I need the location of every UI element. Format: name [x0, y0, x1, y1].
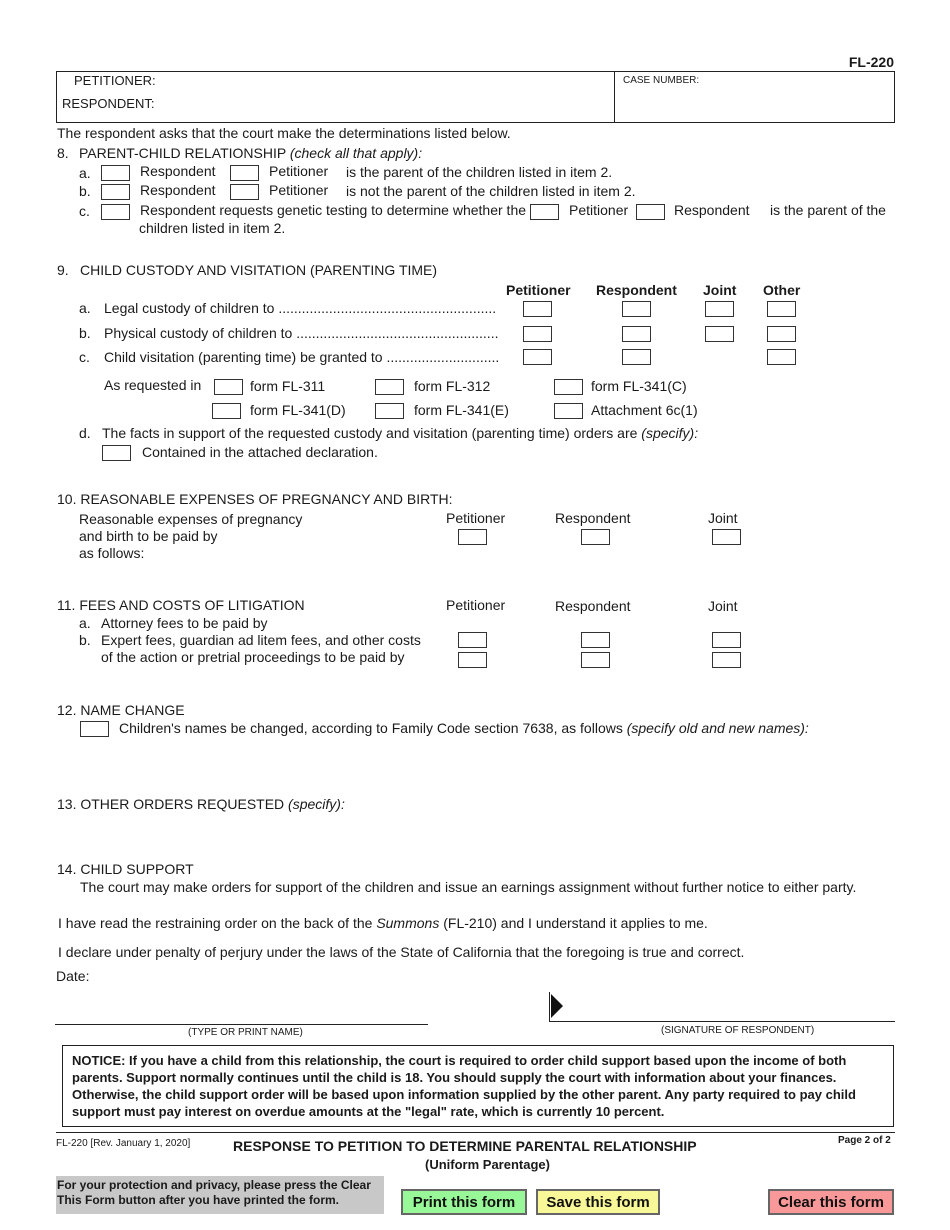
form-fl312-checkbox[interactable]: [375, 379, 404, 395]
item8b-text: is not the parent of the children listed in item 2.: [346, 183, 636, 199]
attachment-6c1-checkbox[interactable]: [554, 403, 583, 419]
item9-title: CHILD CUSTODY AND VISITATION (PARENTING TIME): [80, 262, 438, 278]
item11a-text: Attorney fees to be paid by: [101, 615, 268, 631]
item9a-letter: a.: [79, 300, 91, 316]
page-number: Page 2 of 2: [838, 1135, 891, 1146]
item9b-petitioner-checkbox[interactable]: [523, 326, 552, 342]
form-fl311-label: form FL-311: [250, 378, 326, 394]
item8c-text2: is the parent of the: [770, 202, 886, 218]
item11-col-joint: Joint: [708, 598, 738, 614]
item9b-text: Physical custody of children to ....................................................: [104, 325, 499, 341]
item8b-petitioner-label: Petitioner: [269, 182, 329, 198]
item10-col-joint: Joint: [708, 510, 738, 526]
item9-col-respondent: Respondent: [596, 282, 677, 298]
form-fl341e-checkbox[interactable]: [375, 403, 404, 419]
item8c-respondent-label: Respondent: [674, 202, 750, 218]
item10-respondent-checkbox[interactable]: [581, 529, 610, 545]
item11b-letter: b.: [79, 632, 91, 648]
caption-box: [56, 71, 895, 123]
item9b-other-checkbox[interactable]: [767, 326, 796, 342]
item8b-respondent-checkbox[interactable]: [101, 184, 130, 200]
item8c-letter: c.: [79, 203, 90, 219]
intro-text: The respondent asks that the court make the determinations listed below.: [57, 125, 511, 141]
item14-text: The court may make orders for support of the children and issue an earnings assignment without further notice to either party.: [80, 879, 857, 895]
item8c-text3: children listed in item 2.: [139, 220, 286, 236]
petitioner-label: PETITIONER:: [74, 73, 156, 88]
item9-col-petitioner: Petitioner: [506, 282, 571, 298]
item11a-joint-checkbox[interactable]: [712, 632, 741, 648]
item13-title: 13. OTHER ORDERS REQUESTED (specify):: [57, 796, 345, 812]
perjury-statement: I declare under penalty of perjury under the laws of the State of California that the foregoing is true and correct.: [58, 944, 745, 960]
item8b-petitioner-checkbox[interactable]: [230, 184, 259, 200]
item8a-petitioner-label: Petitioner: [269, 163, 329, 179]
notice-box: [62, 1045, 894, 1127]
item8a-letter: a.: [79, 165, 91, 181]
form-revision: FL-220 [Rev. January 1, 2020]: [56, 1138, 191, 1149]
item12-title: 12. NAME CHANGE: [57, 702, 185, 718]
item9b-joint-checkbox[interactable]: [705, 326, 734, 342]
item11b-joint-checkbox[interactable]: [712, 652, 741, 668]
form-fl341c-checkbox[interactable]: [554, 379, 583, 395]
signature-label: (SIGNATURE OF RESPONDENT): [661, 1025, 815, 1036]
item11-title: 11. FEES AND COSTS OF LITIGATION: [57, 597, 305, 613]
item10-col-petitioner: Petitioner: [446, 510, 506, 526]
item11a-letter: a.: [79, 615, 91, 631]
item8c-respondent-checkbox[interactable]: [636, 204, 665, 220]
item10-joint-checkbox[interactable]: [712, 529, 741, 545]
item12-text: Children's names be changed, according to Family Code section 7638, as follows (specify old and new names):: [119, 720, 809, 736]
item8c-text: Respondent requests genetic testing to determine whether the: [140, 202, 527, 218]
privacy-line1: For your protection and privacy, please press the Clear: [57, 1178, 371, 1192]
privacy-note: [56, 1176, 384, 1214]
item9c-letter: c.: [79, 349, 90, 365]
item9d-letter: d.: [79, 425, 91, 441]
item8c-checkbox[interactable]: [101, 204, 130, 220]
date-label: Date:: [56, 968, 90, 984]
item12-name-change-checkbox[interactable]: [80, 721, 109, 737]
item9b-respondent-checkbox[interactable]: [622, 326, 651, 342]
item9c-other-checkbox[interactable]: [767, 349, 796, 365]
item8b-respondent-label: Respondent: [140, 182, 216, 198]
item9-number: 9.: [57, 262, 69, 278]
privacy-line2: This Form button after you have printed the form.: [57, 1193, 340, 1207]
item10-line1: Reasonable expenses of pregnancy: [79, 511, 303, 527]
item9b-letter: b.: [79, 325, 91, 341]
notice-text: NOTICE: If you have a child from this relationship, the court is required to order child support based upon the income of both parents. Support normally continues until the child is 18. You should supply the court with information about your finances. Otherwise, the child support order will be based upon information supplied by the other parent. Any party required to pay child support must pay interest on overdue amounts at the "legal" rate, which is currently 10 percent.: [72, 1053, 856, 1119]
item9a-respondent-checkbox[interactable]: [622, 301, 651, 317]
form-subtitle: (Uniform Parentage): [425, 1157, 550, 1172]
item11b-respondent-checkbox[interactable]: [581, 652, 610, 668]
attachment-6c1-label: Attachment 6c(1): [591, 402, 698, 418]
item9c-respondent-checkbox[interactable]: [622, 349, 651, 365]
item8a-respondent-label: Respondent: [140, 163, 216, 179]
item8c-petitioner-checkbox[interactable]: [530, 204, 559, 220]
print-button[interactable]: Print this form: [401, 1189, 527, 1215]
item9a-petitioner-checkbox[interactable]: [523, 301, 552, 317]
signature-arrow-icon: [549, 992, 565, 1022]
form-title: RESPONSE TO PETITION TO DETERMINE PARENTAL RELATIONSHIP: [233, 1138, 697, 1154]
item10-line2: and birth to be paid by: [79, 528, 218, 544]
item11a-petitioner-checkbox[interactable]: [458, 632, 487, 648]
item11-col-petitioner: Petitioner: [446, 597, 506, 613]
item9d-declaration-checkbox[interactable]: [102, 445, 131, 461]
item11b-text: Expert fees, guardian ad litem fees, and other costs: [101, 632, 421, 648]
item9d-text: The facts in support of the requested custody and visitation (parenting time) orders are (specify):: [102, 425, 699, 441]
item11-col-respondent: Respondent: [555, 598, 631, 614]
form-fl312-label: form FL-312: [414, 378, 491, 394]
item10-title: 10. REASONABLE EXPENSES OF PREGNANCY AND BIRTH:: [57, 491, 453, 507]
item9d-declaration-label: Contained in the attached declaration.: [142, 444, 378, 460]
item10-petitioner-checkbox[interactable]: [458, 529, 487, 545]
item8-number: 8.: [57, 145, 69, 161]
restraining-order-statement: I have read the restraining order on the back of the Summons (FL-210) and I understand it applies to me.: [58, 915, 708, 931]
item9a-other-checkbox[interactable]: [767, 301, 796, 317]
form-id: FL-220: [848, 54, 894, 70]
item10-line3: as follows:: [79, 545, 145, 561]
item9a-joint-checkbox[interactable]: [705, 301, 734, 317]
respondent-label: RESPONDENT:: [62, 96, 155, 111]
type-name-label: (TYPE OR PRINT NAME): [188, 1027, 303, 1038]
item11a-respondent-checkbox[interactable]: [581, 632, 610, 648]
item8a-text: is the parent of the children listed in item 2.: [346, 164, 613, 180]
form-fl341d-checkbox[interactable]: [212, 403, 241, 419]
item8c-petitioner-label: Petitioner: [569, 202, 629, 218]
item11b-petitioner-checkbox[interactable]: [458, 652, 487, 668]
item8-title: PARENT-CHILD RELATIONSHIP (check all that apply):: [79, 145, 423, 161]
item14-title: 14. CHILD SUPPORT: [57, 861, 194, 877]
as-requested-label: As requested in: [104, 377, 202, 393]
form-fl341d-label: form FL-341(D): [250, 402, 346, 418]
item11b-text2: of the action or pretrial proceedings to be paid by: [101, 649, 405, 665]
item9-col-joint: Joint: [703, 282, 737, 298]
item8b-letter: b.: [79, 183, 91, 199]
signature-line: [549, 1021, 895, 1022]
item9c-text: Child visitation (parenting time) be granted to .............................: [104, 349, 500, 365]
case-number-label: CASE NUMBER:: [623, 75, 700, 86]
clear-button[interactable]: Clear this form: [768, 1189, 894, 1215]
name-line: [55, 1024, 428, 1025]
item9-col-other: Other: [763, 282, 801, 298]
save-button[interactable]: Save this form: [536, 1189, 660, 1215]
item9a-text: Legal custody of children to ........................................................: [104, 300, 497, 316]
item8a-respondent-checkbox[interactable]: [101, 165, 130, 181]
form-fl341c-label: form FL-341(C): [591, 378, 687, 394]
item10-col-respondent: Respondent: [555, 510, 631, 526]
item9c-petitioner-checkbox[interactable]: [523, 349, 552, 365]
item8a-petitioner-checkbox[interactable]: [230, 165, 259, 181]
form-fl311-checkbox[interactable]: [214, 379, 243, 395]
form-fl341e-label: form FL-341(E): [414, 402, 509, 418]
